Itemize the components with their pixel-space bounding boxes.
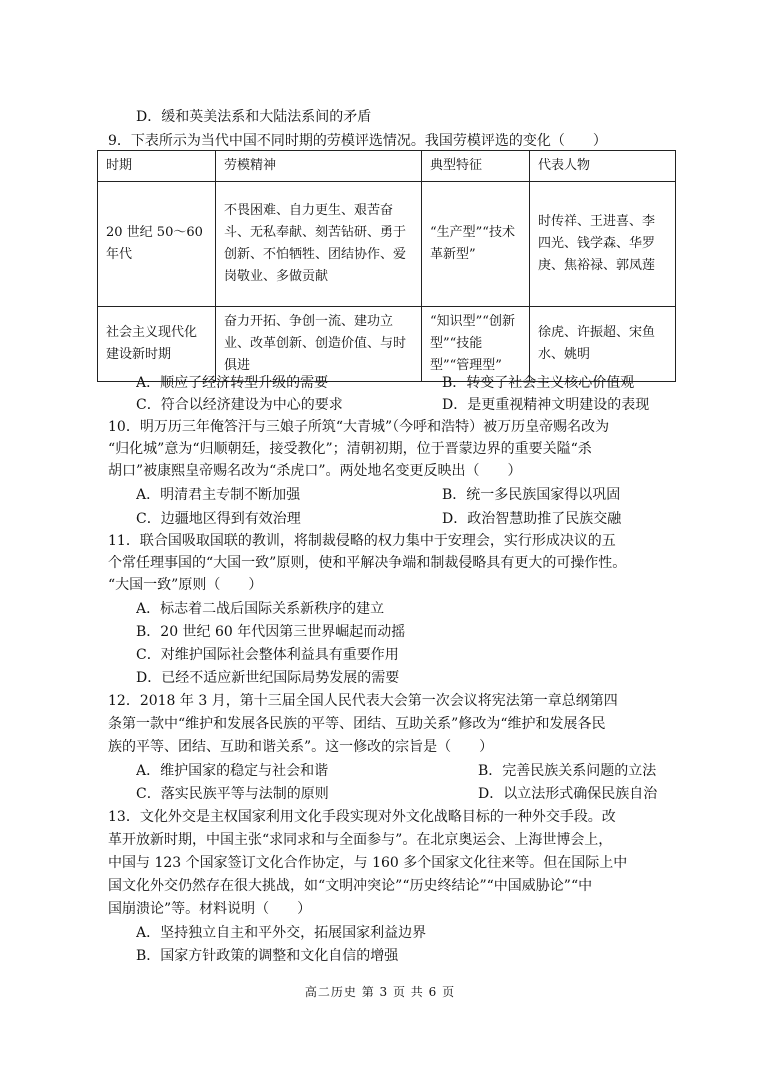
table-row xyxy=(98,307,676,382)
cell-feature: “知识型”“创新型”“技能型”“管理型” xyxy=(422,307,530,382)
q11-option-b: B．20 世纪 60 年代因第三世界崛起而动摇 xyxy=(136,624,406,640)
cell-period: 20 世纪 50～60 年代 xyxy=(98,182,216,307)
q12-line-2: 条第一款中“维护和发展各民族的平等、团结、互助关系”修改为“维护和发展各民 xyxy=(108,716,606,732)
q9-table xyxy=(97,150,676,382)
q13-line-1: 13．文化外交是主权国家利用文化手段实现对外文化战略目标的一种外交手段。改 xyxy=(108,809,616,825)
table-row xyxy=(98,182,676,307)
q10-line-1: 10．明万历三年俺答汗与三娘子所筑“大青城”（今呼和浩特）被万历皇帝赐名改为 xyxy=(108,419,610,435)
q9-option-d: D．是更重视精神文明建设的表现 xyxy=(442,397,650,413)
cell-spirit: 不畏困难、自力更生、艰苦奋斗、无私奉献、刻苦钻研、勇于创新、不怕牺牲、团结协作、爱岗敬业、多做贡献 xyxy=(216,182,422,307)
cell-feature: “生产型”“技术革新型” xyxy=(422,182,530,307)
q10-option-a: A．明清君主专制不断加强 xyxy=(136,487,301,503)
cell-people: 时传祥、王进喜、李四光、钱学森、华罗庚、焦裕禄、郭凤莲 xyxy=(530,182,676,307)
header-period: 时期 xyxy=(98,151,216,182)
q12-option-c: C．落实民族平等与法制的原则 xyxy=(136,786,329,802)
q10-option-d: D．政治智慧助推了民族交融 xyxy=(442,511,622,527)
cell-period: 社会主义现代化建设新时期 xyxy=(98,307,216,382)
cell-people: 徐虎、许振超、宋鱼水、姚明 xyxy=(530,307,676,382)
q11-option-d: D．已经不适应新世纪国际局势发展的需要 xyxy=(136,670,400,686)
q9-option-a: A．顺应了经济转型升级的需要 xyxy=(136,375,329,391)
q12-line-1: 12．2018 年 3 月，第十三届全国人民代表大会第一次会议将宪法第一章总纲第四 xyxy=(108,693,618,709)
q12-option-b: B．完善民族关系问题的立法 xyxy=(478,763,657,779)
q10-option-b: B．统一多民族国家得以巩固 xyxy=(442,487,621,503)
q12-option-d: D．以立法形式确保民族自治 xyxy=(478,786,658,802)
header-spirit: 劳模精神 xyxy=(216,151,422,182)
page-footer: 高二历史 第 3 页 共 6 页 xyxy=(304,985,456,999)
table-header-row xyxy=(98,151,676,182)
q9-option-c: C．符合以经济建设为中心的要求 xyxy=(136,397,343,413)
q11-line-1: 11．联合国吸取国联的教训，将制裁侵略的权力集中于安理会，实行形成决议的五 xyxy=(108,533,616,549)
q12-line-3: 族的平等、团结、互助和谐关系”。这一修改的宗旨是（ ） xyxy=(108,739,494,755)
q10-option-c: C．边疆地区得到有效治理 xyxy=(136,511,301,527)
q11-line-2: 个常任理事国的“大国一致”原则，使和平解决争端和制裁侵略具有更大的可操作性。 xyxy=(108,555,627,571)
q10-line-2: “归化城”意为“归顺朝廷，接受教化”；清朝初期，位于晋蒙边界的重要关隘“杀 xyxy=(108,441,592,457)
q13-line-4: 国文化外交仍然存在很大挑战，如“文明冲突论”“历史终结论”“中国威胁论”“中 xyxy=(108,878,593,894)
q11-option-c: C．对维护国际社会整体利益具有重要作用 xyxy=(136,647,399,663)
q13-line-3: 中国与 123 个国家签订文化合作协定，与 160 多个国家文化往来等。但在国际上中 xyxy=(108,855,628,871)
q9-option-b: B．转变了社会主义核心价值观 xyxy=(442,375,635,391)
q13-option-a: A．坚持独立自主和平外交，拓展国家利益边界 xyxy=(136,925,427,941)
q12-option-a: A．维护国家的稳定与社会和谐 xyxy=(136,763,329,779)
q11-option-a: A．标志着二战后国际关系新秩序的建立 xyxy=(136,601,385,617)
prev-option-d: D．缓和英美法系和大陆法系间的矛盾 xyxy=(136,109,372,125)
cell-spirit: 奋力开拓、争创一流、建功立业、改革创新、创造价值、与时俱进 xyxy=(216,307,422,382)
q11-line-3: “大国一致”原则（ ） xyxy=(108,577,263,593)
q13-line-2: 革开放新时期，中国主张“求同求和与全面参与”。在北京奥运会、上海世博会上， xyxy=(108,832,613,848)
q10-line-3: 胡口”被康熙皇帝赐名改为“杀虎口”。两处地名变更反映出（ ） xyxy=(108,463,522,479)
q9-stem: 9．下表所示为当代中国不同时期的劳模评选情况。我国劳模评选的变化（ ） xyxy=(108,133,607,149)
header-feature: 典型特征 xyxy=(422,151,530,182)
q13-option-b: B．国家方针政策的调整和文化自信的增强 xyxy=(136,948,399,964)
q13-line-5: 国崩溃论”等。材料说明（ ） xyxy=(108,901,312,917)
header-people: 代表人物 xyxy=(530,151,676,182)
